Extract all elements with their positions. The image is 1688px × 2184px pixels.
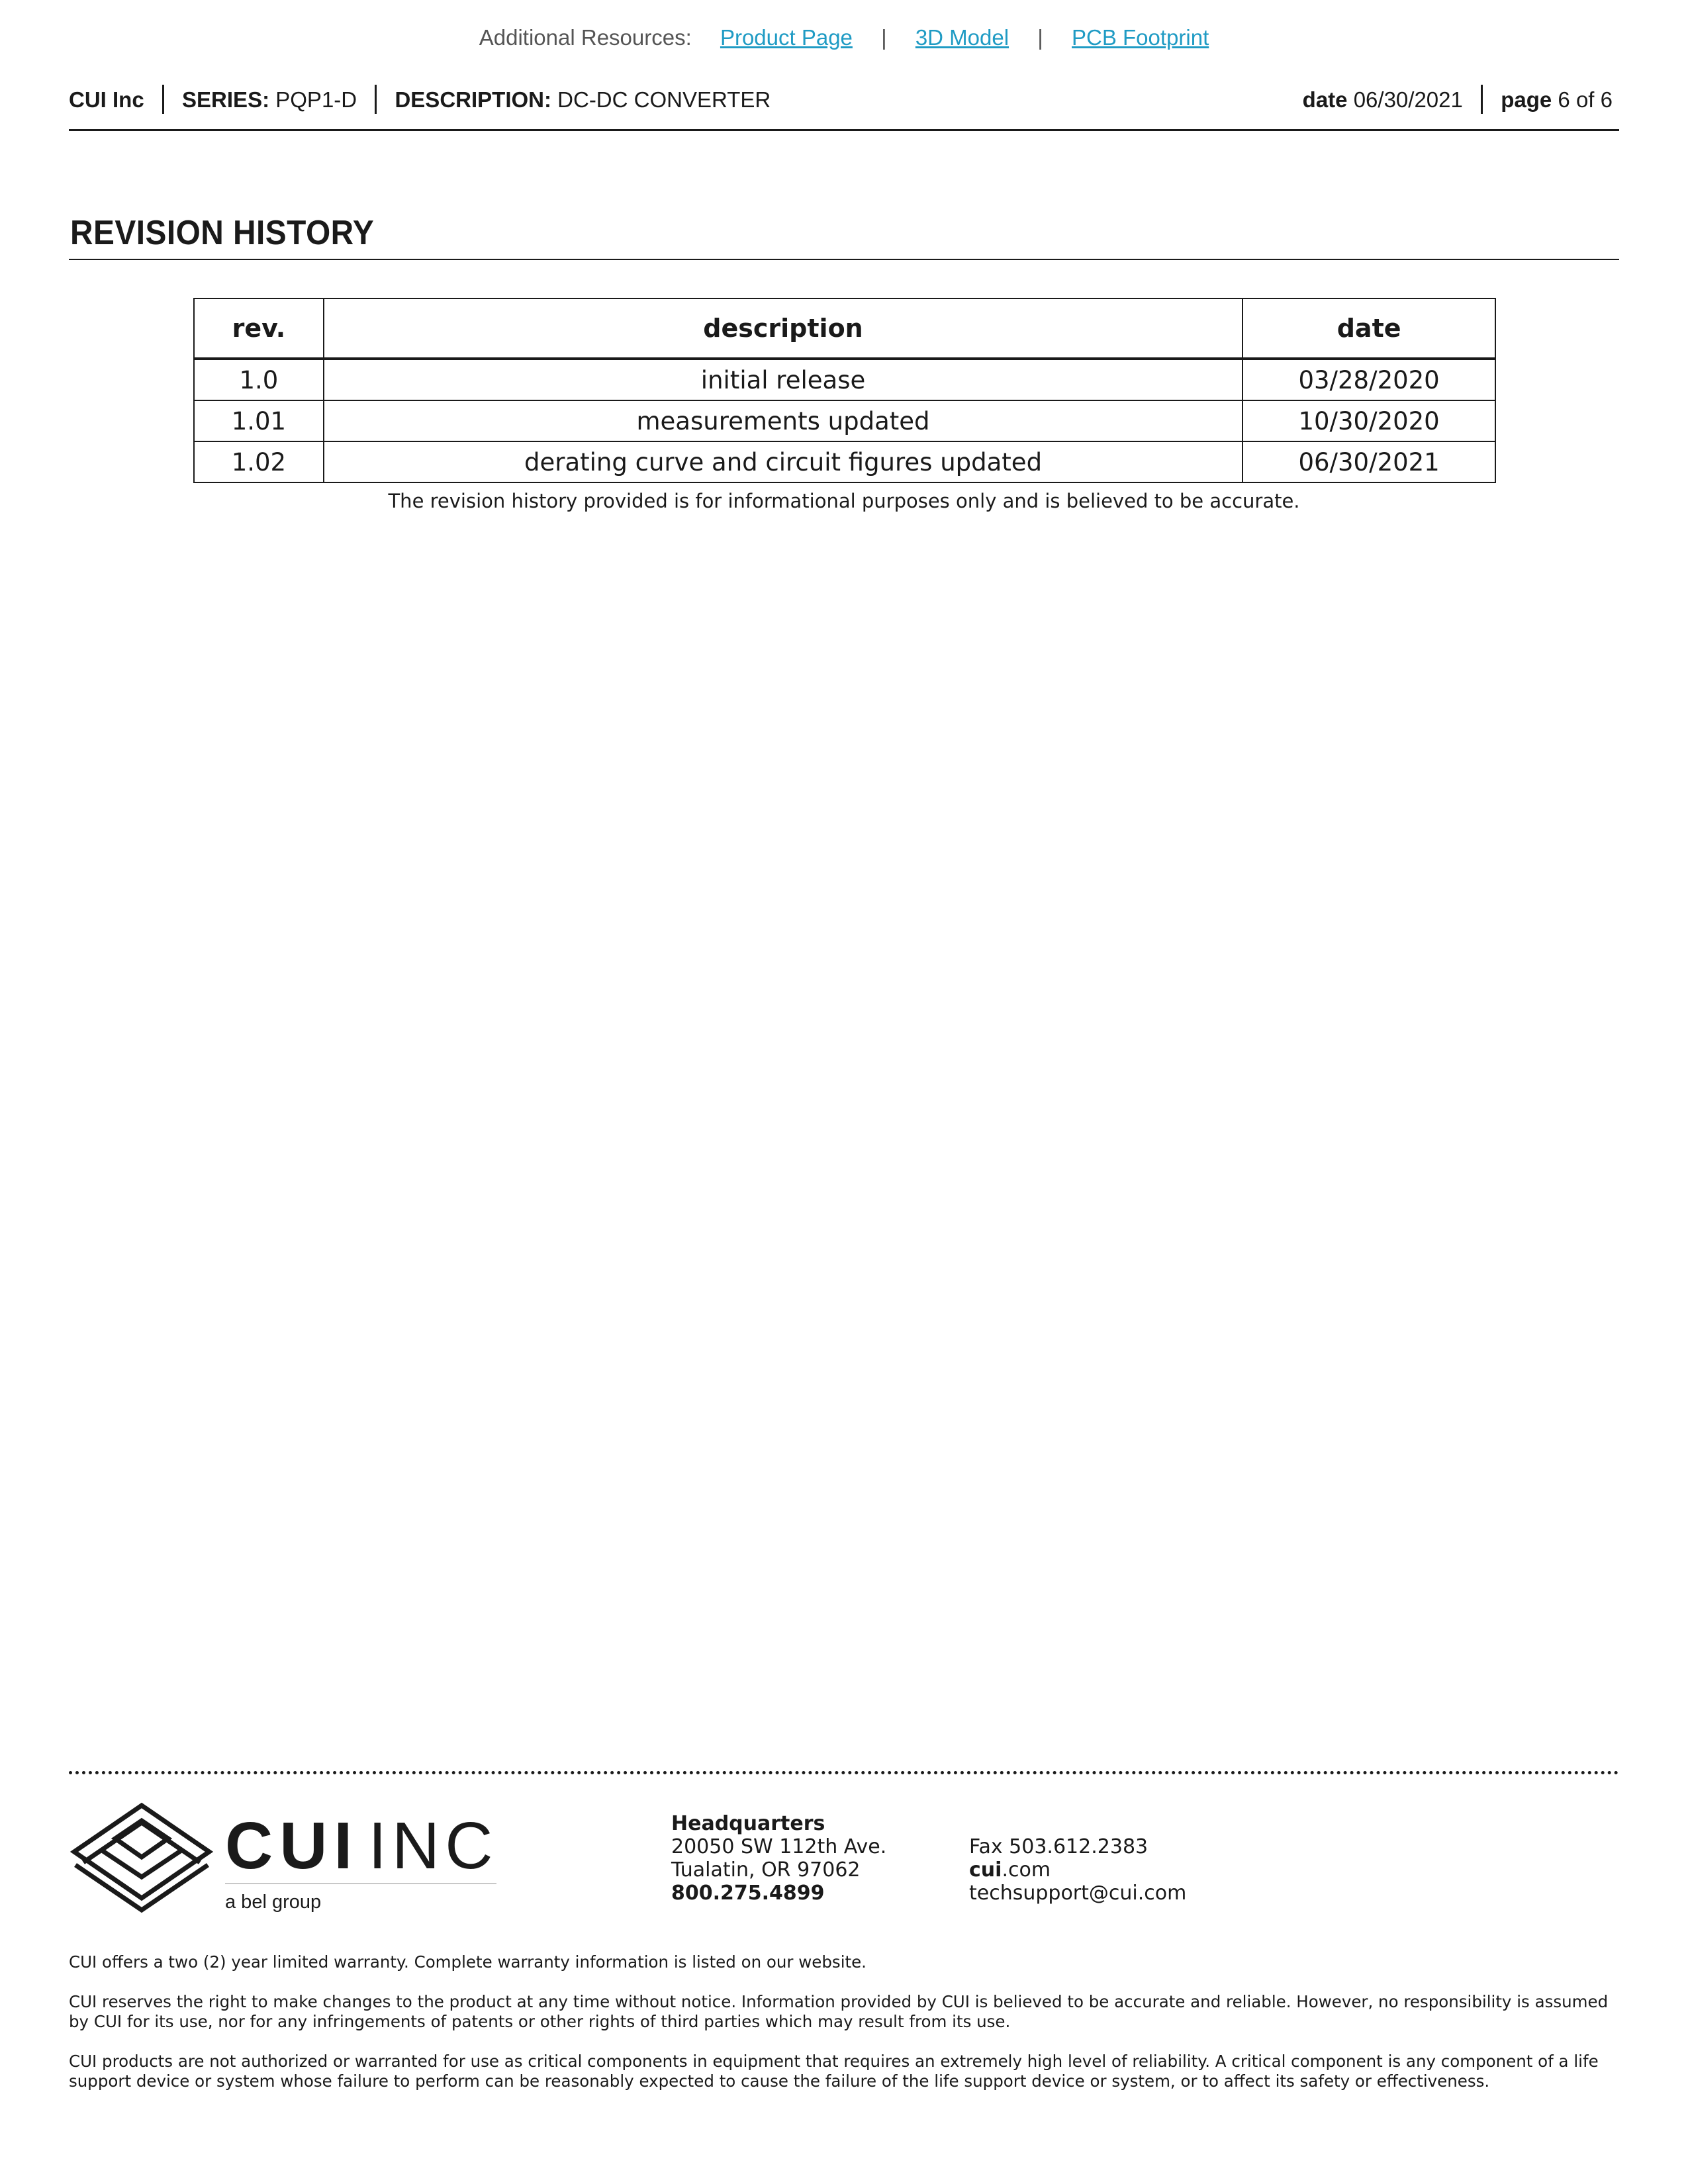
hq-title: Headquarters [671,1812,825,1835]
revision-note: The revision history provided is for informational purposes only and is believed to be accurate. [388,490,1300,512]
company-name: CUI Inc [69,87,144,112]
date-cell: 03/28/2020 [1243,359,1495,400]
resources-label: Additional Resources: [479,25,692,50]
footer-divider [69,1771,1619,1774]
phone-number: 800.275.4899 [671,1882,825,1905]
table-row [194,400,1495,441]
disclaimer-text: CUI reserves the right to make changes to the product at any time without notice. Information provided by CUI is believed to be accurate and reliable. However, no responsibility is assumed by CUI for its use, nor for any infringements of patents or other rights of third parties which may result from its use. [69,1992,1609,2031]
date-label: date [1302,87,1348,112]
page-value: 6 of 6 [1558,87,1613,112]
section-rule [69,259,1619,260]
product-page-link[interactable]: Product Page [720,25,853,50]
description-cell: initial release [324,359,1243,400]
date-cell: 06/30/2021 [1243,441,1495,482]
revision-table [193,298,1496,483]
page-label: page [1501,87,1552,112]
logo-wordmark [225,1808,498,1884]
document-header [69,87,1619,119]
header-right [1303,87,1613,114]
support-email[interactable]: techsupport@cui.com [969,1882,1187,1905]
address-line-2: Tualatin, OR 97062 [671,1858,861,1882]
table-row [194,359,1495,400]
logo-underline [225,1883,496,1884]
description-value: DC-DC CONVERTER [557,87,771,112]
column-header-rev: rev. [194,298,324,359]
logo-tagline: a bel group [225,1891,322,1913]
table-row [194,441,1495,482]
header-divider [375,85,377,114]
link-separator: | [881,25,887,50]
header-left [69,87,771,114]
website-link[interactable] [969,1858,1186,1882]
series-label: SERIES: [182,87,270,112]
warranty-text: CUI offers a two (2) year limited warranty. Complete warranty information is listed on our website. [69,1952,867,1972]
header-divider [1481,85,1483,114]
rev-cell: 1.02 [194,441,324,482]
additional-resources [0,25,1688,50]
column-header-description: description [324,298,1243,359]
rev-cell: 1.01 [194,400,324,441]
column-header-date: date [1243,298,1495,359]
table-header-row [194,298,1495,359]
fax-number: Fax 503.612.2383 [969,1835,1149,1858]
3d-model-link[interactable]: 3D Model [915,25,1009,50]
logo-text-bold: CUI [225,1809,359,1883]
headquarters-block [671,1812,886,1905]
contact-block [969,1835,1186,1905]
critical-use-text: CUI products are not authorized or warranted for use as critical components in equipment that requires an extremely high level of reliability. A critical component is any component of a life support device or system whose failure to perform can be reasonably expected to cause the failure of the life support device or system, or to affect its safety or effectiveness. [69,2052,1599,2091]
link-separator: | [1037,25,1043,50]
description-label: DESCRIPTION: [395,87,551,112]
header-rule [69,129,1619,131]
description-cell: derating curve and circuit figures updated [324,441,1243,482]
date-value: 06/30/2021 [1353,87,1463,112]
website-bold: cui [969,1858,1002,1882]
series-value: PQP1-D [275,87,357,112]
description-cell: measurements updated [324,400,1243,441]
logo-text-light: INC [368,1809,498,1883]
address-line-1: 20050 SW 112th Ave. [671,1835,887,1858]
website-rest: .com [1002,1858,1051,1882]
header-divider [162,85,164,114]
pcb-footprint-link[interactable]: PCB Footprint [1071,25,1209,50]
date-cell: 10/30/2020 [1243,400,1495,441]
section-title: REVISION HISTORY [70,214,375,252]
rev-cell: 1.0 [194,359,324,400]
